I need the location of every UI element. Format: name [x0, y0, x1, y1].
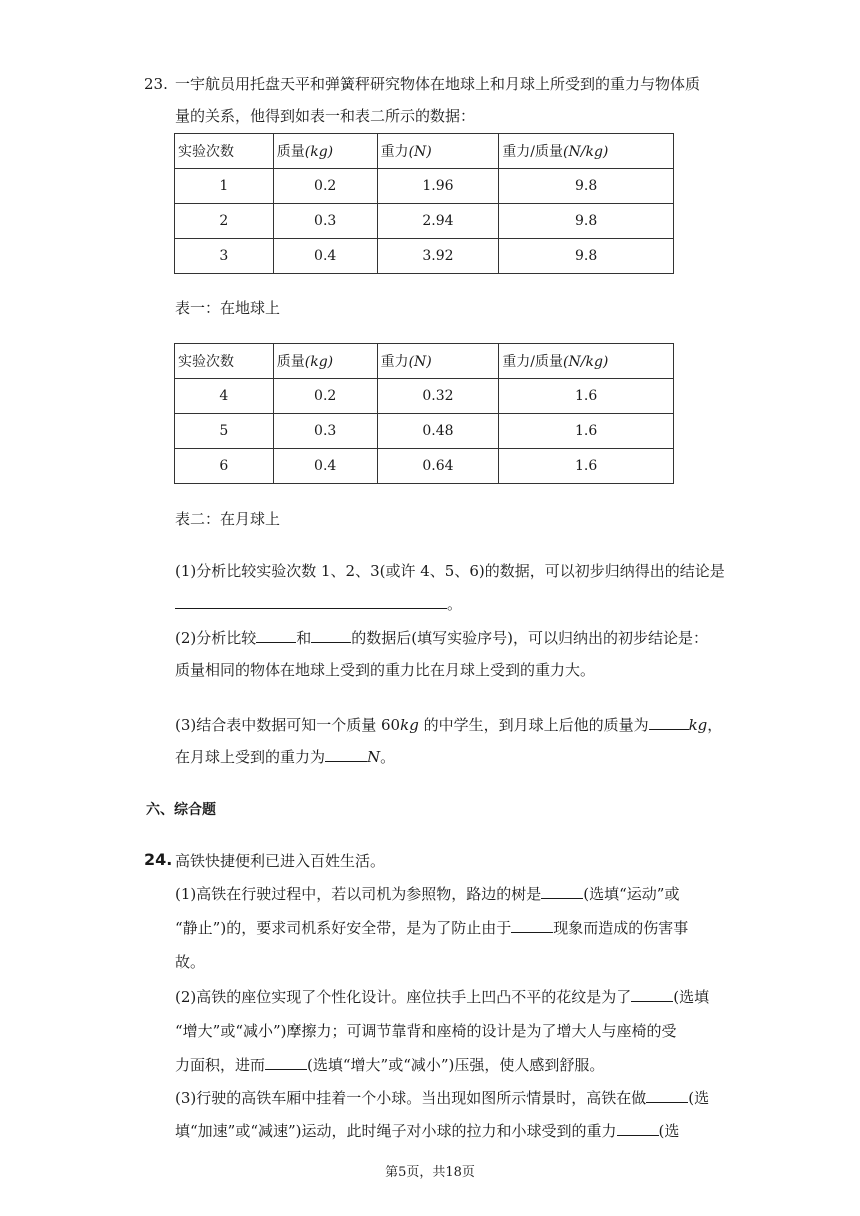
table-cell: 0.4 [273, 449, 377, 484]
answer-blank[interactable] [511, 918, 553, 933]
table-row [175, 414, 674, 449]
sub-question-2-line2: “增大”或“减小”)摩擦力；可调节靠背和座椅的设计是为了增大人与座椅的受 [175, 1022, 677, 1040]
question-number: 23. [144, 75, 168, 93]
sub-question-2-conclusion: 质量相同的物体在地球上受到的重力比在月球上受到的重力大。 [175, 661, 596, 679]
table-cell: 0.4 [273, 239, 377, 274]
table-row [175, 169, 674, 204]
table-row [175, 239, 674, 274]
table-row [175, 449, 674, 484]
answer-blank[interactable] [311, 628, 351, 643]
sub-question-3-line2: 在月球上受到的重力为 N。 [175, 748, 396, 766]
table-cell: 0.32 [377, 379, 499, 414]
section-title: 六、综合题 [146, 802, 216, 818]
header-ratio: 重力/质量(N/kg) [499, 134, 674, 169]
table-cell: 1 [175, 169, 274, 204]
table-row [175, 379, 674, 414]
page-footer: 第5页，共18页 [385, 1165, 475, 1180]
table-cell: 0.3 [273, 204, 377, 239]
answer-blank[interactable] [175, 594, 447, 609]
table-cell: 1.96 [377, 169, 499, 204]
answer-blank[interactable] [256, 628, 296, 643]
answer-line: 。 [175, 594, 462, 614]
answer-blank[interactable] [541, 884, 583, 899]
table-cell: 0.64 [377, 449, 499, 484]
header-gravity: 重力(N) [377, 344, 499, 379]
table-cell: 2 [175, 204, 274, 239]
answer-blank[interactable] [631, 987, 673, 1002]
sub-question-1: (1)分析比较实验次数 1、2、3(或许 4、5、6)的数据，可以初步归纳得出的结论是 [175, 562, 725, 580]
table-caption: 表一：在地球上 [175, 299, 281, 317]
table-cell: 0.3 [273, 414, 377, 449]
data-table-earth [174, 133, 674, 274]
answer-blank[interactable] [325, 747, 367, 762]
header-mass: 质量(kg) [273, 344, 377, 379]
sub-question-2: (2)分析比较 和 的数据后(填写实验序号)，可以归纳出的初步结论是： [175, 629, 708, 647]
table-row [175, 204, 674, 239]
table-cell: 5 [175, 414, 274, 449]
table-cell: 9.8 [499, 204, 674, 239]
table-caption: 表二：在月球上 [175, 510, 281, 528]
table-cell: 0.2 [273, 379, 377, 414]
table-cell: 3.92 [377, 239, 499, 274]
table-cell: 1.6 [499, 449, 674, 484]
table-cell: 4 [175, 379, 274, 414]
sub-question-2-line3: 力面积，进而 (选填“增大”或“减小”)压强，使人感到舒服。 [175, 1056, 605, 1074]
answer-blank[interactable] [646, 1088, 688, 1103]
table-cell: 9.8 [499, 169, 674, 204]
answer-blank[interactable] [265, 1055, 307, 1070]
answer-blank[interactable] [617, 1121, 659, 1136]
sub-question-3-line2: 填“加速”或“减速”)运动，此时绳子对小球的拉力和小球受到的重力 (选 [175, 1122, 680, 1140]
header-ratio: 重力/质量(N/kg) [499, 344, 674, 379]
header-mass: 质量(kg) [273, 134, 377, 169]
table-cell: 1.6 [499, 414, 674, 449]
table-cell: 9.8 [499, 239, 674, 274]
data-table-moon [174, 343, 674, 484]
question-number: 24. [144, 850, 173, 869]
table-cell: 0.2 [273, 169, 377, 204]
sub-question-2: (2)高铁的座位实现了个性化设计。座位扶手上凹凸不平的花纹是为了 (选填 [175, 988, 710, 1006]
table-header-row [175, 344, 674, 379]
header-gravity: 重力(N) [377, 134, 499, 169]
table-cell: 0.48 [377, 414, 499, 449]
header-trial: 实验次数 [175, 134, 274, 169]
table-header-row [175, 134, 674, 169]
sub-question-1-line2: “静止”)的，要求司机系好安全带，是为了防止由于 现象而造成的伤害事 [175, 919, 689, 937]
header-trial: 实验次数 [175, 344, 274, 379]
question-stem: 一宇航员用托盘天平和弹簧秤研究物体在地球上和月球上所受到的重力与物体质 [175, 75, 701, 93]
table-cell: 2.94 [377, 204, 499, 239]
table-cell: 6 [175, 449, 274, 484]
sub-question-3: (3)行驶的高铁车厢中挂着一个小球。当出现如图所示情景时，高铁在做 (选 [175, 1089, 710, 1107]
answer-blank[interactable] [649, 715, 689, 730]
question-stem: 高铁快捷便利已进入百姓生活。 [175, 852, 386, 870]
question-stem: 量的关系，他得到如表一和表二所示的数据： [175, 107, 476, 125]
sub-question-1-line3: 故。 [175, 953, 206, 971]
sub-question-3: (3)结合表中数据可知一个质量 60kg 的中学生，到月球上后他的质量为 kg， [175, 716, 723, 734]
sub-question-1: (1)高铁在行驶过程中，若以司机为参照物，路边的树是 (选填“运动”或 [175, 885, 680, 903]
table-cell: 1.6 [499, 379, 674, 414]
table-cell: 3 [175, 239, 274, 274]
